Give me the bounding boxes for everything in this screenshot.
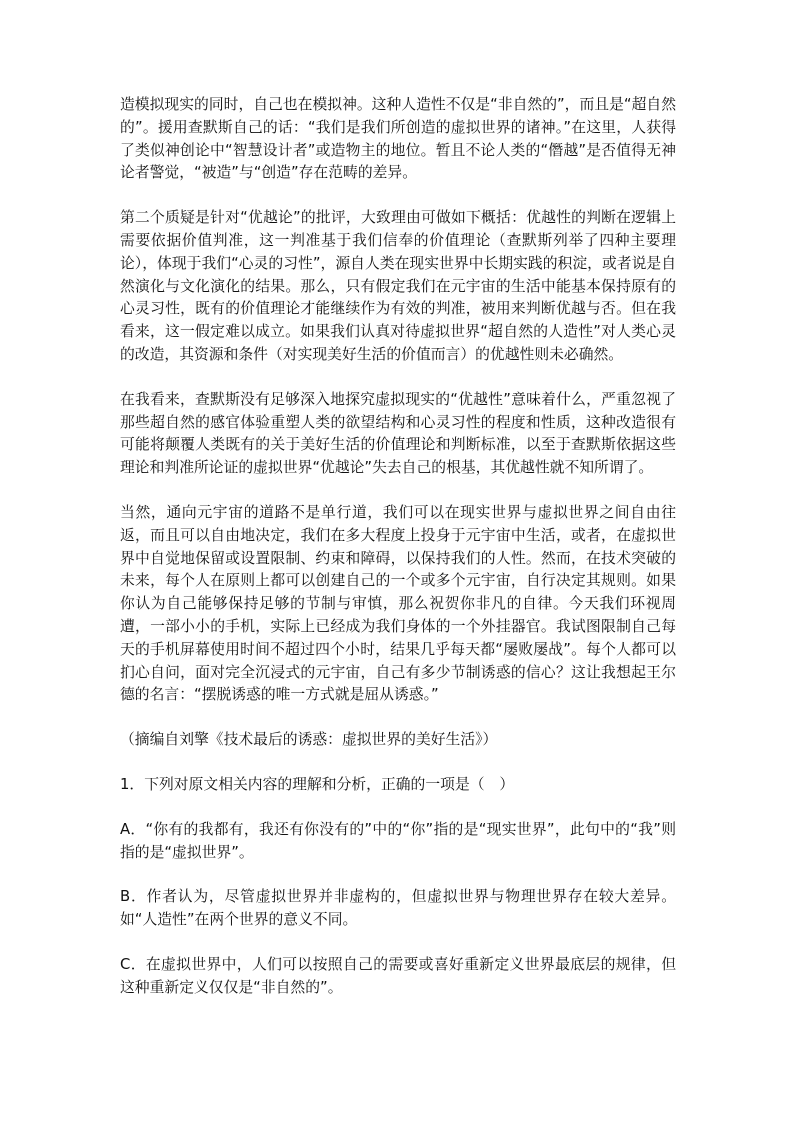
question-stem: 1．下列对原文相关内容的理解和分析，正确的一项是（ ）	[120, 775, 515, 793]
option-c: C．在虚拟世界中，人们可以按照自己的需要或喜好重新定义世界最底层的规律，但这种重新定义仅仅是“非自然的”。	[120, 955, 676, 996]
paragraph-3: 在我看来，查默斯没有足够深入地探究虚拟现实的“优越性”意味着什么，严重忽视了那些超自然的感官体验重塑人类的欲望结构和心灵习性的程度和性质，这种改造很有可能将颠覆人类既有的关于美好生活的价值理论和判断标准，以至于查默斯依据这些理论和判准所论证的虚拟世界“优越论”失去自己的根基，其优越性就不知所谓了。	[120, 390, 676, 477]
option-a: A．“你有的我都有，我还有你没有的”中的“你”指的是“现实世界”，此句中的“我”则指的是“虚拟世界”。	[120, 820, 676, 861]
source-citation: （摘编自刘擎《技术最后的诱惑：虚拟世界的美好生活》）	[120, 731, 498, 749]
paragraph-1: 造模拟现实的同时，自己也在模拟神。这种人造性不仅是“非自然的”，而且是“超自然的”。援用查默斯自己的话：“我们是我们所创造的虚拟世界的诸神。”在这里，人获得了类似神创论中“智慧设计者”或造物主的地位。暂且不论人类的“僭越”是否值得无神论者警觉，“被造”与“创造”存在范畴的差异。	[120, 96, 676, 182]
option-b: B．作者认为，尽管虚拟世界并非虚构的，但虚拟世界与物理世界存在较大差异。如“人造性”在两个世界的意义不同。	[120, 888, 676, 929]
document-page	[120, 94, 676, 1000]
paragraph-2: 第二个质疑是针对“优越论”的批评，大致理由可做如下概括：优越性的判断在逻辑上需要依据价值判准，这一判准基于我们信奉的价值理论（查默斯列举了四种主要理论），体现于我们“心灵的习性”，源自人类在现实世界中长期实践的积淀，或者说是自然演化与文化演化的结果。那么，只有假定我们在元宇宙的生活中能基本保持原有的心灵习性，既有的价值理论才能继续作为有效的判准，被用来判断优越与否。但在我看来，这一假定难以成立。如果我们认真对待虚拟世界“超自然的人造性”对人类心灵的改造，其资源和条件（对实现美好生活的价值而言）的优越性则未必确然。	[120, 209, 676, 363]
paragraph-4: 当然，通向元宇宙的道路不是单行道，我们可以在现实世界与虚拟世界之间自由往返，而且可以自由地决定，我们在多大程度上投身于元宇宙中生活，或者，在虚拟世界中自觉地保留或设置限制、约束和障碍，以保持我们的人性。然而，在技术突破的未来，每个人在原则上都可以创建自己的一个或多个元宇宙，自行决定其规则。如果你认为自己能够保持足够的节制与审慎，那么祝贺你非凡的自律。今天我们环视周遭，一部小小的手机，实际上已经成为我们身体的一个外挂器官。我试图限制自己每天的手机屏幕使用时间不超过四个小时，结果几乎每天都“屡败屡战”。每个人都可以扪心自问，面对完全沉浸式的元宇宙，自己有多少节制诱惑的信心？这让我想起王尔德的名言：“摆脱诱惑的唯一方式就是屈从诱惑。”	[120, 503, 676, 704]
